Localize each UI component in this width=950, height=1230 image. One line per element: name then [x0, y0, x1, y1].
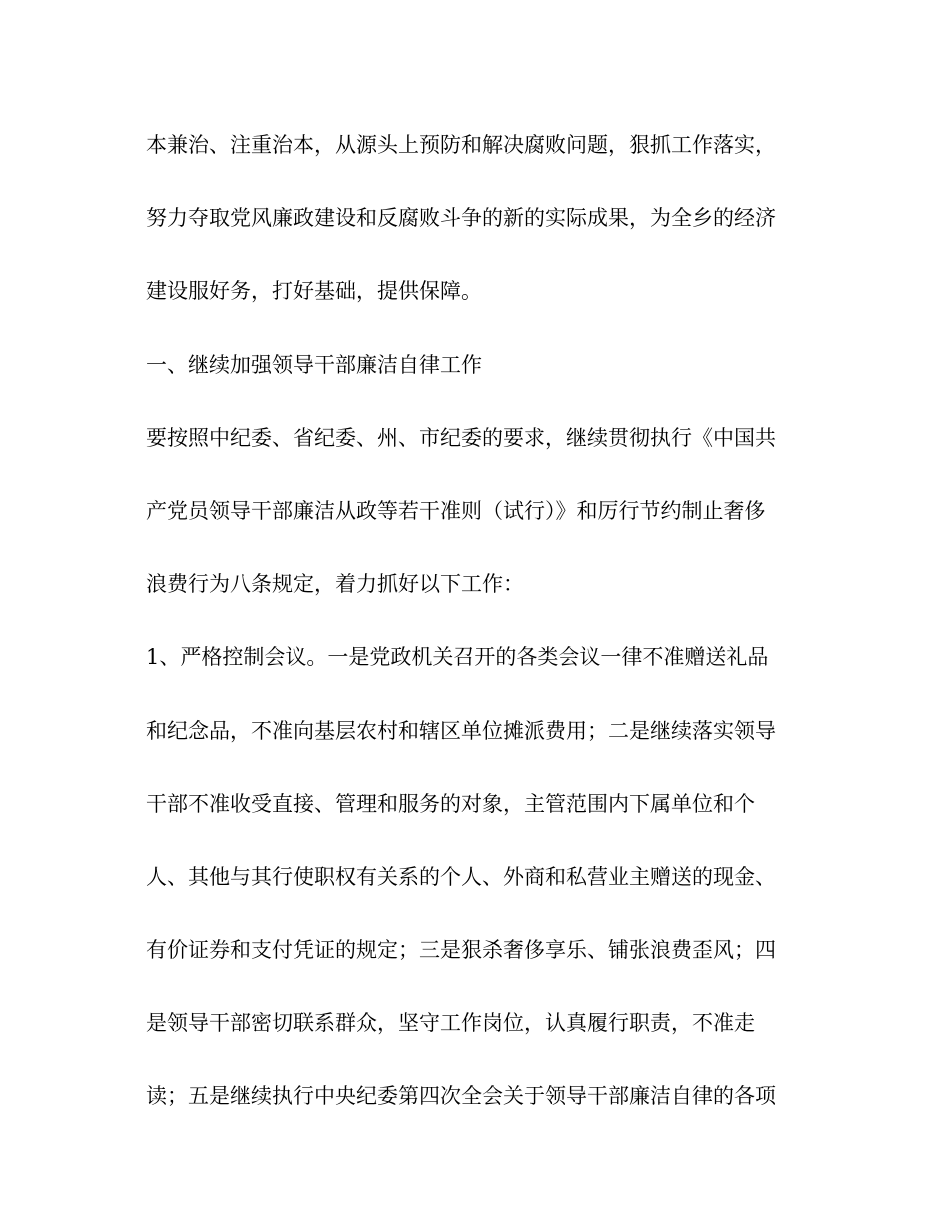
text-line: 是领导干部密切联系群众，坚守工作岗位，认真履行职责，不准走 [146, 1011, 755, 1036]
list-item-heading: 1、严格控制会议。一是党政机关召开的各类会议一律不准赠送礼品 [146, 645, 769, 670]
section-heading: 一、继续加强领导干部廉洁自律工作 [146, 352, 482, 377]
text-line: 努力夺取党风廉政建设和反腐败斗争的新的实际成果，为全乡的经济 [146, 206, 776, 231]
text-line: 本兼治、注重治本，从源头上预防和解决腐败问题，狠抓工作落实， [146, 133, 776, 157]
text-line: 和纪念品，不准向基层农村和辖区单位摊派费用；二是继续落实领导 [146, 718, 776, 743]
text-line: 读；五是继续执行中央纪委第四次全会关于领导干部廉洁自律的各项 [146, 1084, 776, 1109]
text-line: 干部不准收受直接、管理和服务的对象，主管范围内下属单位和个 [146, 791, 755, 816]
text-line: 建设服好务，打好基础，提供保障。 [146, 279, 482, 304]
text-line: 产党员领导干部廉洁从政等若干准则（试行）》和厉行节约制止奢侈 [146, 498, 766, 523]
text-line: 浪费行为八条规定，着力抓好以下工作： [146, 572, 524, 597]
text-line: 人、其他与其行使职权有关系的个人、外商和私营业主赠送的现金、 [146, 864, 776, 889]
document-body [146, 119, 806, 1144]
text-line: 要按照中纪委、省纪委、州、市纪委的要求，继续贯彻执行《中国共 [146, 425, 776, 450]
text-line: 有价证券和支付凭证的规定；三是狠杀奢侈享乐、铺张浪费歪风；四 [146, 938, 776, 963]
